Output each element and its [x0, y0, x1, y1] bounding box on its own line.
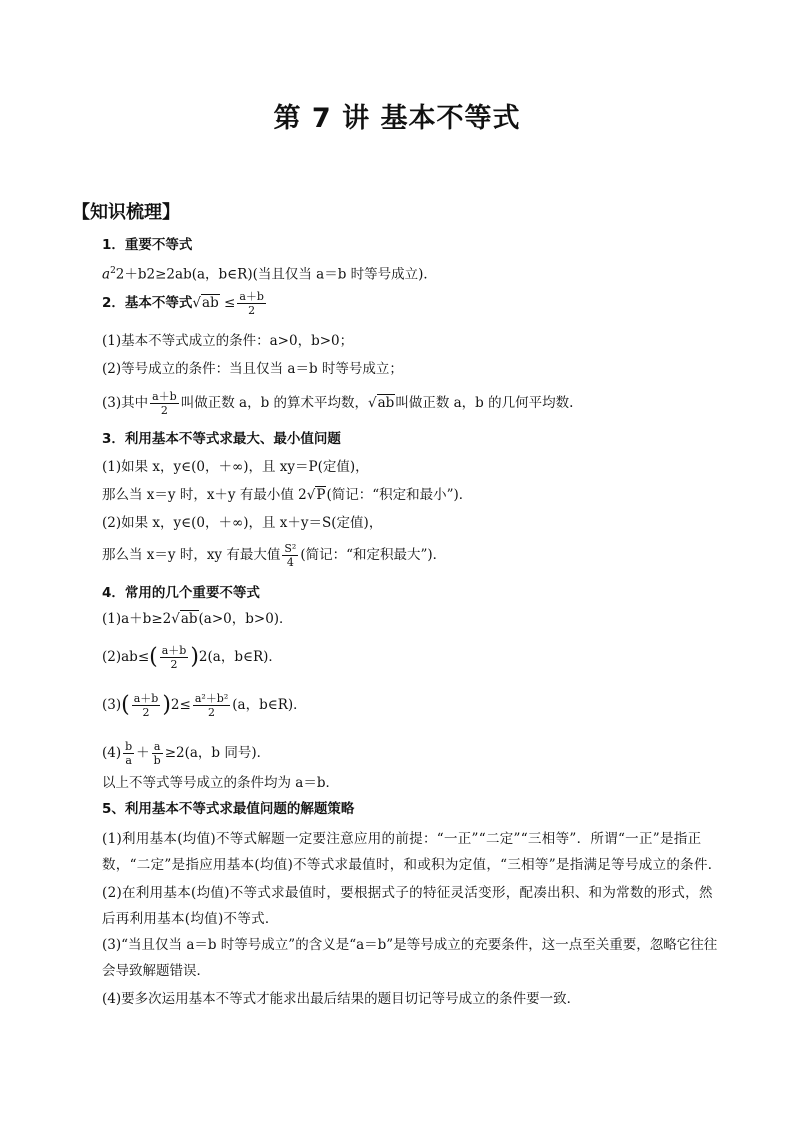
rule-3-4 — [102, 542, 446, 569]
condition-3-sqrt: ab — [377, 395, 395, 411]
ineq-4-2-pre: (2)ab≤ — [102, 649, 150, 665]
ineq-4-4 — [102, 740, 270, 767]
ineq-4-4-plus: ＋ — [136, 745, 150, 761]
strategy-2: (2)在利用基本(均值)不等式求最值时，要根据式子的特征灵活变形，配凑出积、和为常数的形式，然后再利用基本(均值)不等式． — [102, 885, 713, 927]
formula-1-a: a — [102, 266, 111, 283]
ineq-4-3-mid: 2≤ — [170, 697, 191, 713]
page-title: 第 7 讲 基本不等式 — [273, 103, 521, 134]
rule-3-2-pre: 那么当 x＝y 时，x＋y 有最小值 2 — [102, 487, 307, 503]
ineq-4-4-num-1: b — [125, 740, 133, 753]
rule-3-2: 那么当 x＝y 时，x＋y 有最小值 2√P(简记：“积定和最小”)． — [102, 487, 473, 503]
condition-3-num: a＋b — [152, 390, 177, 403]
formula-1-b: 2＋b — [115, 266, 147, 283]
ineq-4-3-num-b: a²＋b² — [194, 692, 229, 705]
heading-2-text: 2．基本不等式 — [102, 295, 193, 311]
heading-2-le: ≤ — [224, 295, 236, 311]
condition-3-post: 叫做正数 a，b 的几何平均数. — [395, 395, 574, 411]
ineq-4-3-post: (a，b∈R)． — [232, 697, 307, 713]
ineq-4-2-num: a＋b — [161, 644, 187, 657]
ineq-4-2-rparen: ) — [190, 644, 199, 670]
ineq-4-1: (1)a＋b≥2√ab(a>0，b>0)． — [102, 611, 293, 627]
ineq-4-1-post: (a>0，b>0)． — [198, 611, 293, 627]
ineq-4-1-sqrt: ab — [180, 611, 198, 627]
rule-3-4-post: (简记：“和定积最大”)． — [300, 547, 447, 563]
ineq-4-2-den: 2 — [170, 658, 178, 671]
ineq-4-4-post: ≥2(a，b 同号)． — [164, 745, 271, 761]
strategy-3: (3)“当且仅当 a＝b 时等号成立”的含义是“a＝b”是等号成立的充要条件，这一点至关重要，忽略它往往会导致解题错误． — [102, 937, 718, 979]
condition-3: (3)其中 $\frac{a+b}{2}$ 叫做正数 a，b 的算术平均数，√ab叫做正数 a，b 的几何平均数. — [102, 390, 574, 417]
ineq-4-note: 以上不等式等号成立的条件均为 a＝b． — [102, 775, 339, 791]
heading-3: 3．利用基本不等式求最大、最小值问题 — [102, 431, 341, 447]
ineq-4-1-pre: (1)a＋b≥2 — [102, 611, 172, 627]
condition-1: (1)基本不等式成立的条件：a>0，b>0； — [102, 333, 354, 349]
strategy-4: (4)要多次运用基本不等式才能求出最后结果的题目切记等号成立的条件要一致． — [102, 991, 581, 1007]
rule-3-2-sqrt: P — [316, 487, 326, 503]
ineq-4-4-fraction-1 — [123, 740, 134, 767]
condition-3-den: 2 — [160, 404, 168, 417]
rule-3-4-pre: 那么当 x＝y 时，xy 有最大值 — [102, 547, 281, 563]
ineq-4-4-den-2: b — [153, 754, 161, 767]
ineq-4-2-fraction — [160, 644, 189, 671]
condition-3-pre: (3)其中 — [102, 395, 149, 411]
rule-3-3: (2)如果 x，y∈(0，＋∞)，且 x＋y＝S(定值)， — [102, 515, 383, 531]
heading-2: 2．基本不等式√ab ≤ $\frac{a+b}{2}$ — [102, 290, 264, 317]
ineq-4-3-fraction-b — [193, 692, 230, 719]
rule-3-4-den: 4 — [286, 556, 294, 569]
condition-2: (2)等号成立的条件：当且仅当 a＝b 时等号成立； — [102, 361, 403, 377]
ineq-4-3-num-a: a＋b — [133, 692, 159, 705]
ineq-4-3-den-a: 2 — [142, 706, 150, 719]
ineq-4-4-num-2: a — [152, 740, 163, 754]
rule-3-4-fraction — [282, 542, 298, 569]
ineq-4-3-rparen: ) — [162, 692, 171, 718]
ineq-4-3-lparen: ( — [121, 692, 130, 718]
ineq-4-4-pre: (4) — [102, 745, 122, 761]
ineq-4-3 — [102, 692, 307, 719]
section-heading: 【知识梳理】 — [72, 202, 180, 223]
ineq-4-2-post: 2(a，b∈R)． — [198, 649, 282, 665]
ineq-4-2 — [102, 644, 282, 671]
heading-2-fraction — [237, 290, 266, 317]
heading-2-sqrt: ab — [202, 295, 219, 311]
rule-3-2-post: (简记：“积定和最小”)． — [326, 487, 473, 503]
ineq-4-4-den-1: a — [125, 754, 132, 767]
rule-3-4-num: S² — [284, 542, 297, 555]
formula-1: $a^22+b2\ge 2ab(a$，b∈R)(当且仅当 a＝b 时等号成立)． — [102, 266, 437, 283]
rule-3-1: (1)如果 x，y∈(0，＋∞)，且 xy＝P(定值)， — [102, 459, 369, 475]
condition-3-fraction — [150, 390, 179, 417]
heading-5: 5、利用基本不等式求最值问题的解题策略 — [102, 801, 355, 817]
formula-1-c: 2≥2ab(a，b∈R)(当且仅当 a＝b 时等号成立)． — [146, 266, 437, 283]
strategy-1: (1)利用基本(均值)不等式解题一定要注意应用的前提：“一正”“二定”“三相等”．所谓“一正”是指正数，“二定”是指应用基本(均值)不等式求最值时，和或积为定值，“三相等”是指满足等号成立的条件． — [102, 831, 722, 873]
ineq-4-3-den-b: 2 — [208, 706, 216, 719]
ineq-4-2-lparen: ( — [149, 644, 158, 670]
ineq-4-3-pre: (3) — [102, 697, 122, 713]
ineq-4-4-fraction-2 — [152, 740, 163, 767]
fraction-numerator: a＋b — [239, 290, 264, 303]
ineq-4-3-fraction-a — [132, 692, 161, 719]
heading-4: 4．常用的几个重要不等式 — [102, 585, 260, 601]
heading-1: 1．重要不等式 — [102, 237, 193, 253]
condition-3-mid: 叫做正数 a，b 的算术平均数， — [180, 395, 369, 411]
fraction-denominator: 2 — [248, 304, 256, 317]
